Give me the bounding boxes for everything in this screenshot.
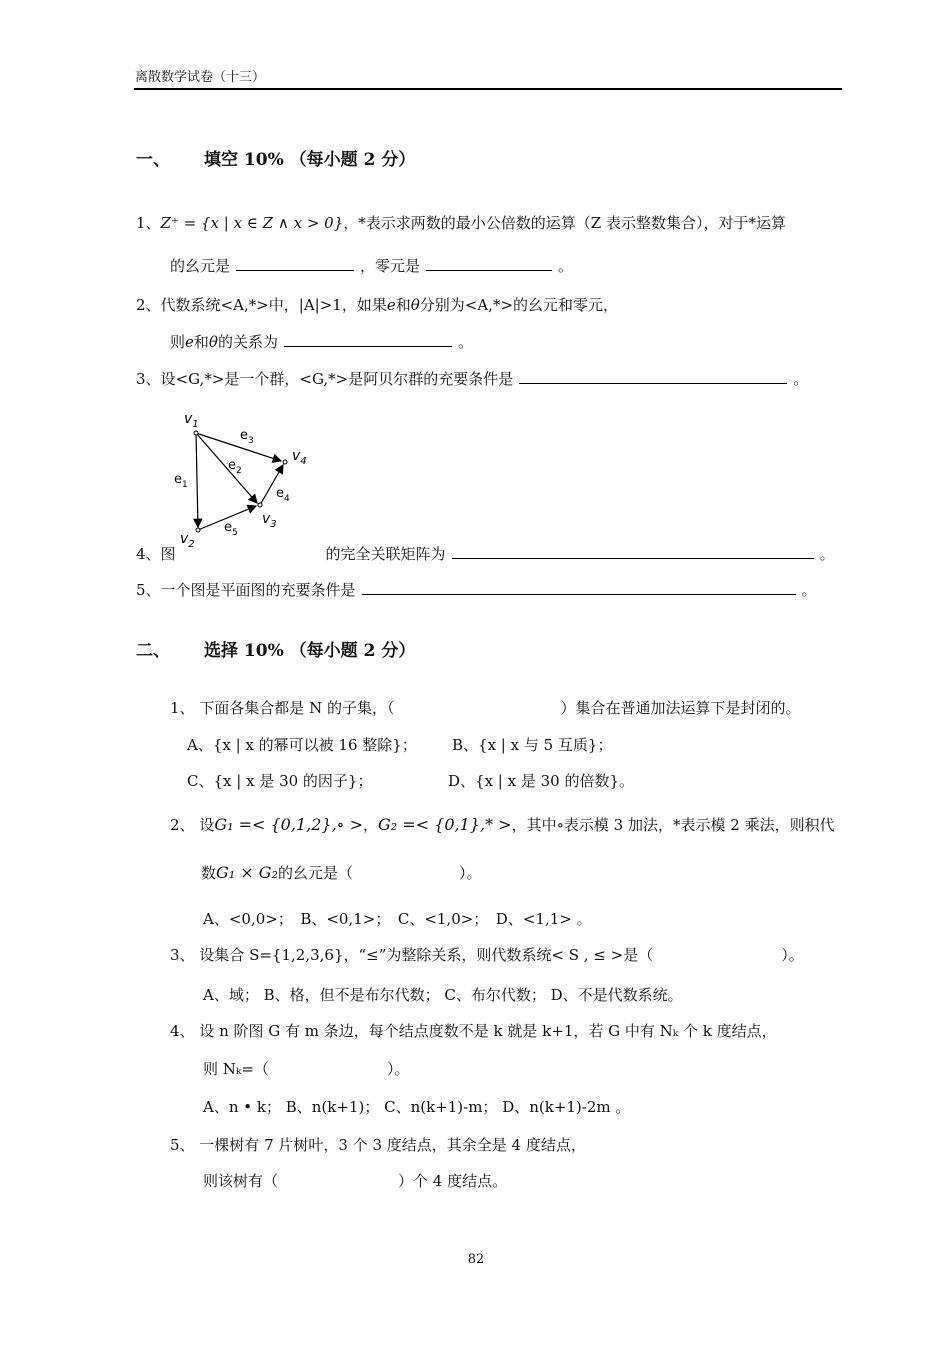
label-v4: $v_4$ <box>292 448 307 467</box>
s1-q2-line1 <box>136 294 618 315</box>
s2-q2-g2: G₂ =< {0,1},* > <box>378 815 512 834</box>
s1-q2-line2 <box>170 331 473 352</box>
s2-q4-nk: 则 Nₖ=（ <box>203 1060 269 1078</box>
label-e1: $e_1$ <box>174 472 188 490</box>
s2-q1-option-d: D、{x | x 是 30 的倍数}。 <box>448 772 635 790</box>
section-1-number: 一、 <box>136 150 170 170</box>
running-header: 离散数学试卷（十三） <box>135 70 266 85</box>
s2-q5-line2 <box>203 1170 507 1191</box>
s2-q2-line1 <box>170 814 835 835</box>
s2-q4-line2 <box>203 1058 409 1079</box>
s1-q2-then: 则 <box>170 333 186 351</box>
s2-q1-option-a: A、{x | x 的幂可以被 16 整除}； <box>187 736 417 754</box>
s1-q1-prefix: 1、 <box>136 214 161 232</box>
s1-q3-text: 3、设<G,*>是一个群，<G,*>是阿贝尔群的充要条件是 <box>136 370 514 388</box>
section-2-title: 选择 10% （每小题 2 分） <box>204 641 416 661</box>
s1-q1-zero-label: ，零元是 <box>360 257 421 275</box>
s1-q2-text-a: 2、代数系统<A,*>中，|A|>1，如果 <box>136 296 387 314</box>
s2-q4-line1: 4、 设 n 阶图 G 有 m 条边，每个结点度数不是 k 就是 k+1，若 G 中有 Nₖ 个 k 度结点， <box>170 1022 777 1040</box>
s2-q2-end: ）。 <box>459 864 482 882</box>
s1-q1-formula: Z⁺ = {x | x ∈ Z ∧ x > 0} <box>160 214 344 232</box>
s1-q4-line <box>136 543 835 564</box>
s1-q2-theta: θ <box>410 296 420 314</box>
s1-q2-end: 。 <box>457 333 473 351</box>
s2-q5-end: ）个 4 度结点。 <box>398 1172 508 1190</box>
s1-q3-blank[interactable] <box>519 369 787 384</box>
s2-q3-line1 <box>170 944 804 965</box>
edge-e1 <box>196 433 198 527</box>
s1-q5-text: 5、一个图是平面图的充要条件是 <box>136 581 356 599</box>
s1-q2-he2: 和 <box>193 333 209 351</box>
label-e5: $e_5$ <box>224 520 238 538</box>
header-rule <box>134 88 842 90</box>
s2-q2-options: A、<0,0>； B、<0,1>； C、<1,0>； D、<1,1> 。 <box>203 910 592 928</box>
section-1-title: 填空 10% （每小题 2 分） <box>204 150 416 170</box>
s2-q2-g1: G₁ =< {0,1,2},∘ > <box>214 815 363 834</box>
s1-q4-blank[interactable] <box>452 544 814 559</box>
s1-q1-text: ，*表示求两数的最小公倍数的运算（Z 表示整数集合），对于*运算 <box>343 214 786 232</box>
s1-q5-end: 。 <box>801 581 817 599</box>
s2-q4-end: ）。 <box>386 1060 410 1078</box>
section-1-heading <box>136 145 415 170</box>
s1-q1-zero-blank[interactable] <box>426 256 552 271</box>
label-e2: $e_2$ <box>228 458 242 476</box>
s2-q2-shu: 数 <box>201 864 217 882</box>
s1-q4-text-b: 的完全关联矩阵为 <box>325 545 446 563</box>
s1-q2-text-b: 分别为<A,*>的幺元和零元， <box>419 296 619 314</box>
s2-q2-comma: ， <box>362 816 378 834</box>
s1-q1-identity-blank[interactable] <box>236 256 354 271</box>
s1-q4-text-a: 4、图 <box>136 545 176 563</box>
s1-q3-end: 。 <box>793 370 809 388</box>
s2-q2-text-a: 2、 设 <box>170 816 215 834</box>
s2-q3-options: A、域； B、格，但不是布尔代数； C、布尔代数； D、不是代数系统。 <box>203 986 683 1004</box>
label-v3: $v_3$ <box>262 511 277 530</box>
s1-q5-line <box>136 579 817 600</box>
section-2-heading <box>136 636 415 661</box>
s1-q2-e2: e <box>185 333 194 351</box>
s2-q2-identity-label: 的幺元是（ <box>277 864 353 882</box>
s2-q5-line1: 5、 一棵树有 7 片树叶，3 个 3 度结点，其余全是 4 度结点， <box>170 1136 586 1154</box>
s1-q3-line <box>136 368 808 389</box>
label-e4: $e_4$ <box>276 486 290 504</box>
s2-q2-product: G₁ × G₂ <box>216 863 278 882</box>
label-v2: $v_2$ <box>180 531 195 550</box>
node-v2 <box>196 528 200 532</box>
s1-q2-he: 和 <box>395 296 411 314</box>
node-v1 <box>194 431 198 435</box>
s1-q1-end: 。 <box>558 257 574 275</box>
graph-figure <box>160 405 320 550</box>
label-e3: $e_3$ <box>240 428 254 446</box>
s2-q1-option-c: C、{x | x 是 30 的因子}； <box>187 772 373 790</box>
s1-q1-line1 <box>136 212 786 233</box>
s2-q4-options: A、n • k； B、n(k+1)； C、n(k+1)-m； D、n(k+1)-2m 。 <box>203 1098 631 1116</box>
s2-q1-text-b: ）集合在普通加法运算下是封闭的。 <box>560 699 801 717</box>
s2-q2-line2 <box>201 862 482 883</box>
s2-q3-text: 3、 设集合 S={1,2,3,6}，“≤”为整除关系，则代数系统< S , ≤ >是（ <box>170 946 654 964</box>
s1-q5-blank[interactable] <box>362 580 796 595</box>
s1-q2-blank[interactable] <box>284 332 452 347</box>
s1-q2-relation-label: 的关系为 <box>217 333 278 351</box>
s2-q2-text-b: ，其中∘表示模 3 加法，*表示模 2 乘法，则积代 <box>511 816 835 834</box>
s2-q1-line1 <box>170 697 801 718</box>
s1-q1-identity-label: 的幺元是 <box>170 257 231 275</box>
s2-q1-text-a: 1、 下面各集合都是 N 的子集，（ <box>170 699 395 717</box>
s1-q2-theta2: θ <box>208 333 218 351</box>
s1-q4-end: 。 <box>819 545 835 563</box>
section-2-number: 二、 <box>136 641 170 661</box>
s2-q1-option-b: B、{x | x 与 5 互质}； <box>452 736 613 754</box>
s2-q5-text-a: 则该树有（ <box>203 1172 279 1190</box>
page-number: 82 <box>467 1252 485 1267</box>
s1-q2-e: e <box>386 296 396 314</box>
node-v3 <box>258 503 262 507</box>
s1-q1-line2 <box>170 255 573 276</box>
label-v1: $v_1$ <box>184 411 199 430</box>
node-v4 <box>283 460 287 464</box>
s2-q3-end: ）。 <box>781 946 804 964</box>
